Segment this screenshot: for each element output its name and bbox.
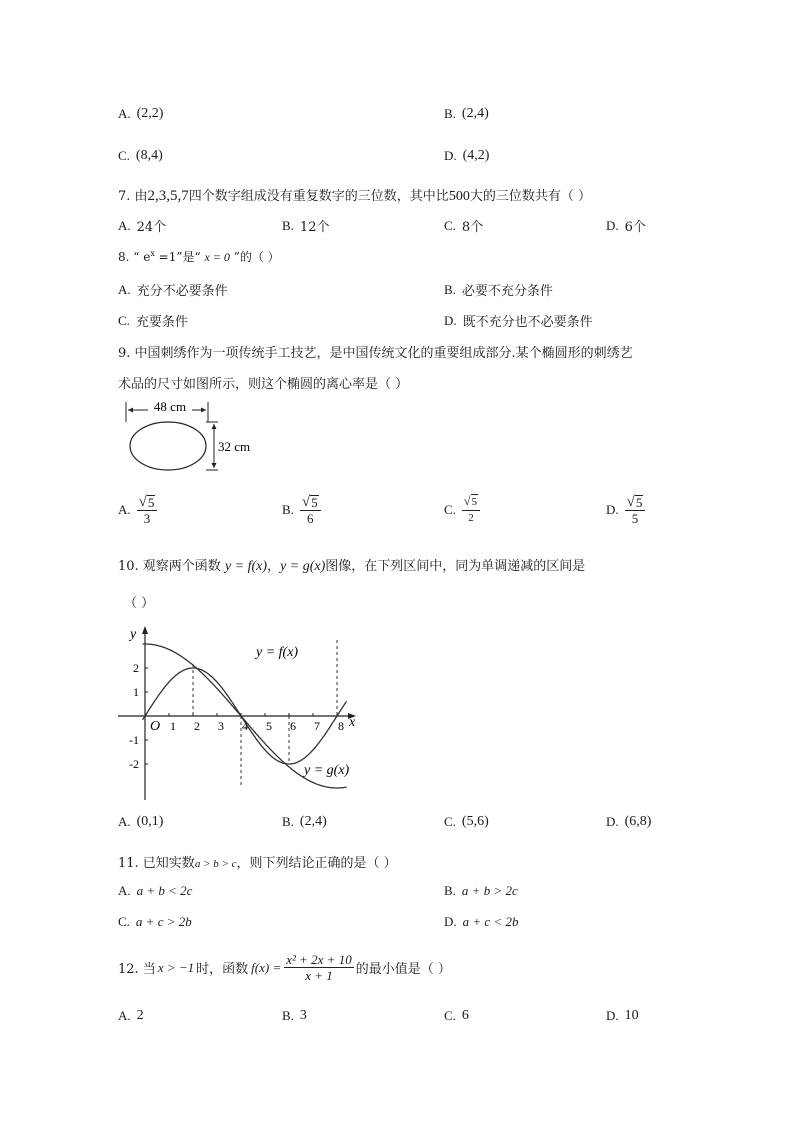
- option-label: B.: [444, 281, 456, 297]
- q12-option-d: [606, 1008, 639, 1024]
- x-tick-label: 6: [290, 719, 296, 733]
- q9-option-c: [444, 494, 480, 526]
- option-label: A.: [118, 502, 131, 517]
- option-value: 6个: [624, 220, 646, 235]
- option-value: a + b > 2c: [461, 883, 518, 898]
- q11-option-b: [444, 883, 518, 899]
- option-label: C.: [118, 914, 130, 929]
- graph-y-axis-label: y: [130, 627, 137, 642]
- q7-option-a: [118, 216, 166, 235]
- q12-fraction-den: x + 1: [305, 968, 333, 983]
- q10-option-c: [444, 814, 489, 830]
- q11-cond: a > b > c: [194, 858, 237, 870]
- option-value: 24个: [136, 220, 167, 235]
- q12-stem: [118, 952, 451, 983]
- q6-option-a: [118, 106, 163, 122]
- q8-option-d: [444, 311, 593, 330]
- q12-stem-b: 时，函数: [196, 962, 249, 977]
- option-label: C.: [118, 148, 130, 163]
- option-fraction: √ 5 5: [625, 494, 646, 526]
- q10-option-d: [606, 814, 651, 830]
- option-value: (0,1): [136, 814, 164, 829]
- fraction-den: 2: [468, 512, 474, 524]
- y-tick-label: -1: [129, 733, 139, 747]
- option-fraction: √ 5 3: [137, 494, 158, 526]
- option-value: 6: [461, 1008, 469, 1023]
- q7-option-c: [444, 216, 483, 235]
- option-label: D.: [606, 1008, 619, 1023]
- q9-stem-line1: 9. 中国刺绣作为一项传统手工技艺，是中国传统文化的重要组成部分.某个椭圆形的刺绣艺: [118, 346, 633, 361]
- option-label: B.: [444, 106, 456, 121]
- y-tick-label: 1: [133, 685, 139, 699]
- fraction-num: 5: [311, 495, 318, 510]
- option-label: C.: [444, 1008, 456, 1023]
- y-tick-label: -2: [129, 757, 139, 771]
- q10-stem-a: 10. 观察两个函数: [118, 559, 221, 574]
- q12-option-c: [444, 1008, 469, 1024]
- q8-stem-c: x = 0: [204, 250, 230, 264]
- q8-stem: [118, 248, 280, 265]
- option-label: D.: [606, 502, 619, 517]
- q10-sep: ，: [267, 559, 281, 574]
- fraction-num: 5: [471, 496, 478, 508]
- q11-stem-a: 11. 已知实数: [118, 856, 195, 871]
- q8-option-a: [118, 280, 228, 299]
- fraction-den: 6: [307, 511, 314, 526]
- q12-fraction: [284, 952, 353, 983]
- option-label: C.: [444, 217, 456, 233]
- x-tick-label: 7: [314, 719, 320, 733]
- option-value: (2,2): [136, 106, 164, 121]
- option-value: a + c < 2b: [462, 914, 519, 929]
- graph-origin-label: O: [150, 719, 161, 734]
- option-label: A.: [118, 883, 131, 898]
- x-tick-label: 8: [338, 719, 344, 733]
- option-label: C.: [118, 312, 130, 328]
- option-value: (6,8): [624, 814, 652, 829]
- q11-option-a: [118, 883, 192, 899]
- q12-stem-a: 12. 当: [118, 962, 156, 977]
- q7-option-d: [606, 216, 646, 235]
- option-value: 12个: [299, 220, 330, 235]
- q10-option-a: [118, 814, 163, 830]
- option-label: B.: [282, 502, 294, 517]
- q7-number: 500: [448, 189, 470, 204]
- fig-height-label: 32 cm: [218, 439, 251, 454]
- q9-option-a: [118, 494, 157, 526]
- option-label: A.: [118, 1008, 131, 1023]
- option-value: (4,2): [462, 148, 490, 163]
- q8-stem-d: ”的（ ）: [229, 250, 280, 264]
- q7-stem-end: 大的三位数共有（ ）: [469, 189, 591, 204]
- q10-f: y = f(x): [224, 559, 268, 574]
- q10-function-graph: [118, 620, 368, 804]
- q10-option-b: [282, 814, 327, 830]
- q10-stem-b: 图像，在下列区间中，同为单调递减的区间是: [325, 559, 586, 574]
- option-label: B.: [282, 217, 294, 233]
- q8-option-c: [118, 311, 188, 330]
- option-value: (2,4): [299, 814, 327, 829]
- q11-stem-b: ，则下列结论正确的是（ ）: [236, 856, 397, 871]
- q7-stem-post: 四个数字组成没有重复数字的三位数，其中比: [188, 189, 449, 204]
- option-value: (5,6): [461, 814, 489, 829]
- option-fraction: √ 5 6: [300, 494, 321, 526]
- option-label: D.: [444, 914, 457, 929]
- option-value: 3: [299, 1008, 307, 1023]
- x-tick-label: 5: [266, 719, 272, 733]
- option-label: A.: [118, 217, 131, 233]
- option-label: A.: [118, 814, 131, 829]
- q10-stem: [118, 555, 585, 575]
- q10-g: y = g(x): [280, 559, 326, 574]
- option-label: C.: [444, 502, 456, 517]
- option-value: a + b < 2c: [136, 883, 193, 898]
- q12-fx: f(x) =: [251, 959, 282, 975]
- fraction-num: 5: [147, 495, 155, 510]
- option-label: B.: [282, 814, 294, 829]
- option-label: C.: [444, 814, 456, 829]
- q9-stem-line2: 术品的尺寸如图所示，则这个椭圆的离心率是（ ）: [118, 377, 409, 392]
- option-label: A.: [118, 106, 131, 121]
- fraction-num: 5: [635, 495, 643, 510]
- q12-cond: x > −1: [157, 959, 195, 975]
- q8-sup: x: [150, 249, 155, 258]
- option-label: A.: [118, 281, 131, 297]
- option-value: 既不充分也不必要条件: [462, 315, 593, 330]
- q11-stem: [118, 852, 397, 871]
- q12-option-a: [118, 1008, 144, 1024]
- option-value: 10: [624, 1008, 639, 1023]
- q8-stem-b: =1”是“: [154, 250, 205, 264]
- q7-stem: [118, 185, 591, 205]
- q6-option-b: [444, 106, 489, 122]
- x-tick-label: 2: [194, 719, 200, 733]
- option-value: 2: [136, 1008, 144, 1023]
- q8-stem-a: 8. “ e: [118, 250, 151, 264]
- q7-stem-pre: 7. 由: [118, 189, 148, 204]
- option-label: D.: [444, 148, 457, 163]
- option-label: B.: [444, 883, 456, 898]
- option-value: 8个: [461, 220, 484, 235]
- q11-option-d: [444, 914, 518, 930]
- graph-x-axis-label: x: [349, 715, 356, 730]
- x-tick-label: 3: [218, 719, 224, 733]
- option-label: D.: [444, 312, 457, 328]
- fraction-den: 5: [631, 511, 639, 526]
- q9-option-b: [282, 494, 321, 526]
- q12-fraction-num: x² + 2x + 10: [286, 952, 352, 967]
- option-value: a + c > 2b: [135, 914, 192, 929]
- x-tick-label: 4: [242, 719, 248, 733]
- q12-option-b: [282, 1008, 307, 1024]
- option-label: D.: [606, 217, 619, 233]
- q8-option-b: [444, 280, 553, 299]
- option-fraction: √ 5 2: [462, 494, 480, 526]
- option-label: B.: [282, 1008, 294, 1023]
- q10-stem-paren: （ ）: [124, 596, 155, 611]
- option-label: D.: [606, 814, 619, 829]
- q12-stem-c: 的最小值是（ ）: [355, 962, 451, 977]
- x-tick-label: 1: [170, 719, 176, 733]
- q7-digits: 2,3,5,7: [147, 188, 189, 204]
- fig-width-label: 48 cm: [153, 399, 187, 414]
- option-value: 充分不必要条件: [136, 284, 228, 299]
- q9-ellipse-figure: [118, 396, 268, 482]
- fraction-den: 3: [143, 511, 151, 526]
- q6-option-d: [444, 148, 489, 164]
- option-value: 必要不充分条件: [461, 284, 553, 299]
- q11-option-c: [118, 914, 192, 930]
- graph-f-label: y = f(x): [256, 645, 299, 660]
- option-value: (2,4): [461, 106, 489, 121]
- option-value: (8,4): [135, 148, 163, 163]
- q7-option-b: [282, 216, 329, 235]
- q9-option-d: [606, 494, 645, 526]
- q6-option-c: [118, 148, 163, 164]
- graph-g-label: y = g(x): [304, 763, 350, 778]
- y-tick-label: 2: [133, 661, 139, 675]
- option-value: 充要条件: [135, 315, 188, 330]
